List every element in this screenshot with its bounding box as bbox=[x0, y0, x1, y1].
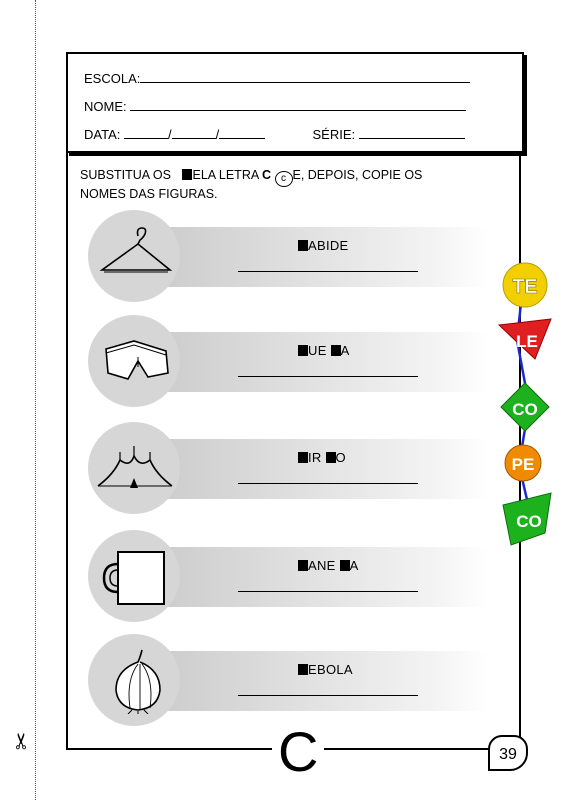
answer-line[interactable] bbox=[238, 483, 418, 484]
school-row bbox=[84, 70, 470, 86]
exercise-row bbox=[88, 632, 508, 728]
syllable-badge bbox=[505, 445, 541, 481]
exercise-row bbox=[88, 420, 508, 516]
word-fragment: O bbox=[335, 450, 346, 465]
blank-square-icon bbox=[298, 345, 308, 356]
shorts-icon bbox=[94, 327, 174, 395]
word-fragment: UE bbox=[308, 343, 327, 358]
row-band bbox=[128, 547, 488, 607]
blank-square-icon bbox=[340, 560, 350, 571]
syllable-chain bbox=[495, 255, 557, 550]
mug-icon bbox=[94, 542, 174, 610]
footer-letter: C bbox=[272, 722, 324, 782]
word bbox=[298, 238, 349, 253]
header-box bbox=[66, 52, 524, 153]
date-separator: / bbox=[167, 127, 172, 142]
circus-tent-icon bbox=[94, 434, 174, 502]
blank-square-icon bbox=[298, 664, 308, 675]
name-field[interactable] bbox=[130, 98, 466, 111]
exercise-row bbox=[88, 208, 508, 304]
date-label: DATA: bbox=[84, 127, 121, 142]
syllable-badge bbox=[499, 319, 551, 359]
word bbox=[298, 558, 359, 573]
word-fragment: ANE bbox=[308, 558, 336, 573]
blank-square-icon bbox=[331, 345, 341, 356]
word-fragment: EBOLA bbox=[308, 662, 353, 677]
scissors-icon: ✂ bbox=[10, 731, 36, 751]
grade-label: SÉRIE: bbox=[312, 127, 356, 142]
word-fragment: A bbox=[340, 343, 350, 358]
answer-line[interactable] bbox=[238, 271, 418, 272]
instruction-text bbox=[80, 168, 500, 202]
date-month-field[interactable] bbox=[172, 126, 216, 139]
syllable-badge bbox=[503, 493, 551, 545]
row-band bbox=[128, 227, 488, 287]
blank-square-icon bbox=[298, 452, 308, 463]
blank-square-icon bbox=[182, 169, 192, 180]
school-label: ESCOLA: bbox=[84, 71, 141, 86]
name-label: NOME: bbox=[84, 99, 127, 114]
word bbox=[298, 343, 350, 358]
svg-text:CO: CO bbox=[512, 400, 538, 419]
name-row bbox=[84, 98, 466, 114]
row-band bbox=[128, 332, 488, 392]
grade-field[interactable] bbox=[359, 126, 465, 139]
blank-square-icon bbox=[298, 240, 308, 251]
instruction-letter: C bbox=[261, 168, 272, 182]
word-fragment: A bbox=[349, 558, 359, 573]
answer-line[interactable] bbox=[238, 591, 418, 592]
date-day-field[interactable] bbox=[124, 126, 168, 139]
answer-line[interactable] bbox=[238, 695, 418, 696]
exercise-row bbox=[88, 528, 508, 624]
blank-square-icon bbox=[326, 452, 336, 463]
instruction-part: E, DEPOIS, COPIE OS bbox=[292, 168, 423, 182]
word-fragment: IR bbox=[308, 450, 322, 465]
svg-text:PE: PE bbox=[511, 455, 535, 474]
svg-text:LE: LE bbox=[516, 332, 538, 351]
school-field[interactable] bbox=[140, 70, 470, 83]
hanger-icon bbox=[94, 222, 174, 290]
word bbox=[298, 450, 346, 465]
answer-line[interactable] bbox=[238, 376, 418, 377]
word-fragment: ABIDE bbox=[308, 238, 349, 253]
date-year-field[interactable] bbox=[219, 126, 265, 139]
exercise-row bbox=[88, 313, 508, 409]
syllable-badge bbox=[501, 383, 549, 431]
letter-bubble: c bbox=[275, 171, 293, 187]
instruction-part: ELA LETRA bbox=[192, 168, 259, 182]
instruction-part: SUBSTITUA OS bbox=[80, 168, 171, 182]
page-number: 39 bbox=[488, 735, 528, 771]
word bbox=[298, 662, 353, 677]
svg-text:CO: CO bbox=[516, 512, 542, 531]
onion-icon bbox=[94, 646, 174, 714]
date-separator: / bbox=[215, 127, 220, 142]
cut-line bbox=[35, 0, 36, 800]
svg-text:TE: TE bbox=[512, 276, 538, 298]
row-band bbox=[128, 651, 488, 711]
syllable-badge bbox=[503, 263, 547, 307]
instruction-line2: NOMES DAS FIGURAS. bbox=[80, 187, 218, 201]
row-band bbox=[128, 439, 488, 499]
blank-square-icon bbox=[298, 560, 308, 571]
date-row bbox=[84, 126, 465, 142]
